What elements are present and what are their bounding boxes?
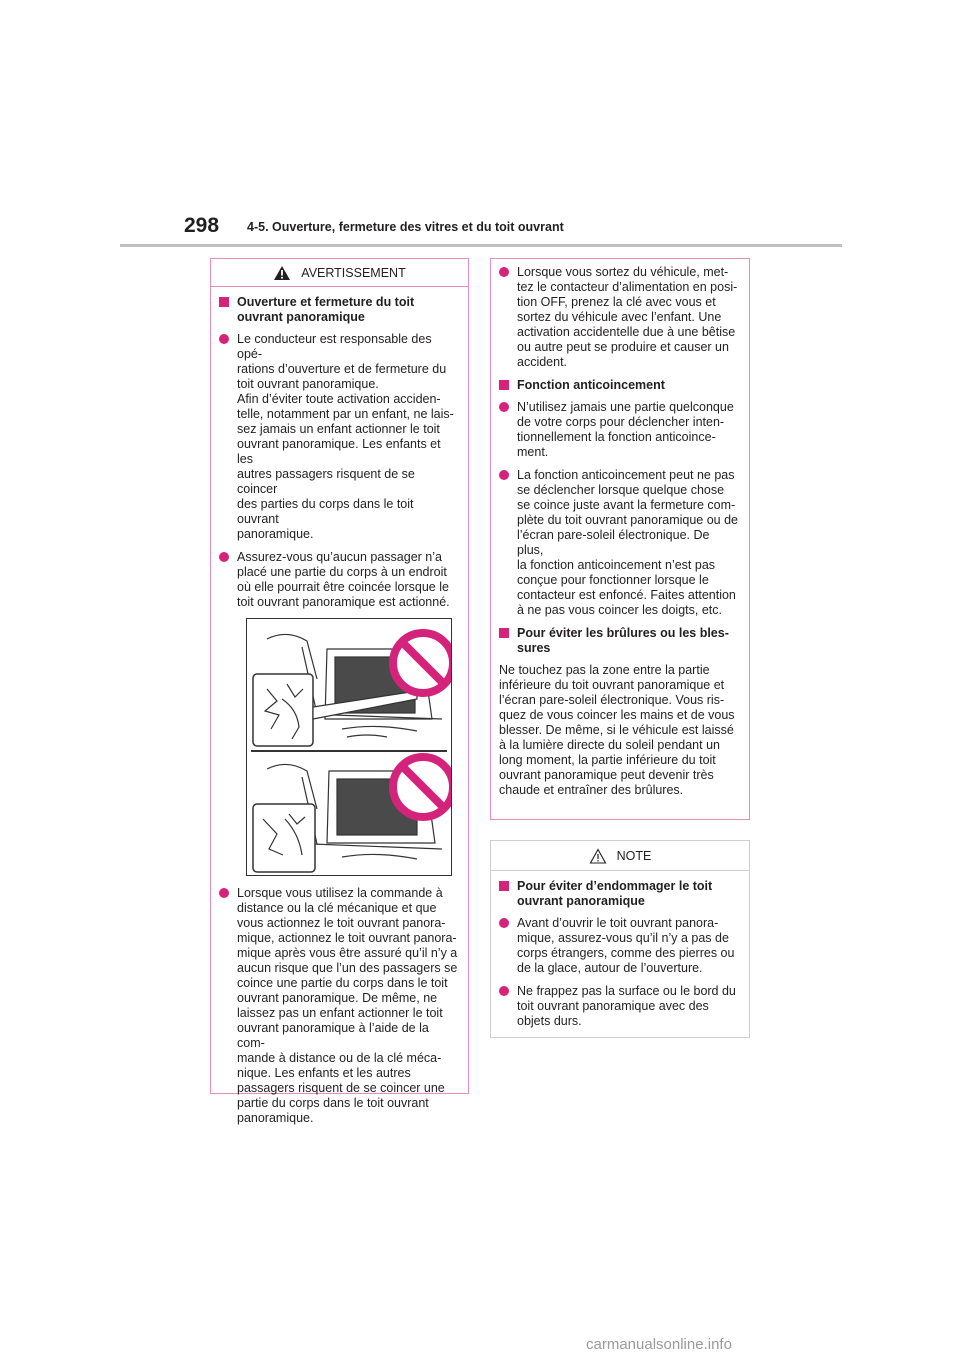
round-bullet-icon <box>499 267 509 277</box>
list-item <box>219 886 458 1126</box>
list-item-text: Le conducteur est responsable des opé- rations d’ouverture et de fermeture du toit ouvrant panoramique. Afin d’éviter toute activation acciden- telle, notamment par un enfant, ne lais- sez jamais un enfant actionner le toit ouvrant panoramique. Les enfants et les autres passagers risquent de se coincer des parties du corps dans le toit ouvrant panoramique. <box>237 332 454 541</box>
list-item-text: Assurez-vous qu’aucun passager n’a placé une partie du corps à un endroit où elle pourrait être coincée lorsque le toit ouvrant panoramique est actionné. <box>237 550 450 609</box>
list-item <box>499 400 739 460</box>
header-rule <box>120 244 842 247</box>
list-item <box>499 916 739 976</box>
list-item <box>219 550 458 610</box>
warning-heading-text: Ouverture et fermeture du toit ouvrant panoramique <box>237 295 415 324</box>
warning-triangle-icon <box>273 265 291 281</box>
caution-triangle-icon <box>589 848 607 864</box>
square-bullet-icon <box>499 380 509 390</box>
list-item-text: N’utilisez jamais une partie quelconque de votre corps pour déclencher inten- tionnellement la fonction anticoince- ment. <box>517 400 734 459</box>
list-item-text: Lorsque vous utilisez la commande à distance ou la clé mécanique et que vous actionnez le toit ouvrant panora- mique, actionnez le toit ouvrant panora- mique après vous être assuré qu’il n’y a aucun risque que l’un des passagers se coince une partie du corps dans le toit ouvrant panoramique. De même, ne laissez pas un enfant actionner le toit ouvrant panoramique à l’aide de la com- mande à distance ou de la clé méca- nique. Les enfants et les autres passagers risquent de se coincer une partie du corps dans le toit ouvrant panoramique. <box>237 886 458 1125</box>
note-heading <box>499 879 739 909</box>
sunroof-illustration <box>246 618 452 876</box>
list-item <box>219 332 458 542</box>
note-heading-text: Pour éviter d’endommager le toit ouvrant panoramique <box>517 879 713 908</box>
warning-box <box>210 258 469 1125</box>
warning-box-header <box>211 259 468 287</box>
list-item-text: Ne frappez pas la surface ou le bord du toit ouvrant panoramique avec des objets durs. <box>517 984 736 1028</box>
note-box <box>490 840 750 1038</box>
note-box-header <box>491 841 749 871</box>
round-bullet-icon <box>219 552 229 562</box>
note-box-title: NOTE <box>616 848 652 863</box>
burns-paragraph: Ne touchez pas la zone entre la partie inférieure du toit ouvrant panoramique et l’écran pare-soleil électronique. Vous ris- quez de vous coincer les mains et de vous blesser. De même, si le véhicule est laissé à la lumière directe du soleil pendant un long moment, la partie inférieure du toit ouvrant panoramique peut devenir très chaude et entraîner des brûlures. <box>499 663 735 797</box>
square-bullet-icon <box>499 628 509 638</box>
square-bullet-icon <box>219 297 229 307</box>
round-bullet-icon <box>499 402 509 412</box>
list-item <box>499 265 739 370</box>
round-bullet-icon <box>499 470 509 480</box>
section-title: 4-5. Ouverture, fermeture des vitres et du toit ouvrant <box>247 220 564 234</box>
page-number: 298 <box>184 214 220 237</box>
warning-box-title: AVERTISSEMENT <box>301 265 406 280</box>
round-bullet-icon <box>219 334 229 344</box>
list-item-text: Lorsque vous sortez du véhicule, met- tez le contacteur d’alimentation en posi- tion OFF, prenez la clé avec vous et sortez du véhicule avec l’enfant. Une activation accidentelle due à une bêtise ou autre peut se produire et causer un accident. <box>517 265 738 369</box>
sunroof-hand-pinch-illustration <box>247 619 451 875</box>
list-item <box>499 468 739 618</box>
anti-pinch-heading-text: Fonction anticoincement <box>517 378 665 392</box>
round-bullet-icon <box>499 986 509 996</box>
list-item-text: Avant d’ouvrir le toit ouvrant panora- mique, assurez-vous qu’il n’y a pas de corps étrangers, comme des pierres ou de la glace, autour de l’ouverture. <box>517 916 735 975</box>
round-bullet-icon <box>499 918 509 928</box>
burns-heading <box>499 626 739 656</box>
warning-heading <box>219 295 458 325</box>
watermark: carmanualsonline.info <box>586 1336 732 1353</box>
anti-pinch-heading <box>499 378 739 393</box>
round-bullet-icon <box>219 888 229 898</box>
warning-box-continued <box>490 258 750 820</box>
list-item-text: La fonction anticoincement peut ne pas se déclencher lorsque quelque chose se coince juste avant la fermeture com- plète du toit ouvrant panoramique ou de l’écran pare-soleil électronique. De plus, la fonction anticoincement n’est pas conçue pour fonctionner lorsque le contacteur est enfoncé. Faites attention à ne pas vous coincer les doigts, etc. <box>517 468 738 617</box>
list-item <box>499 984 739 1029</box>
burns-heading-text: Pour éviter les brûlures ou les bles- sures <box>517 626 729 655</box>
square-bullet-icon <box>499 881 509 891</box>
